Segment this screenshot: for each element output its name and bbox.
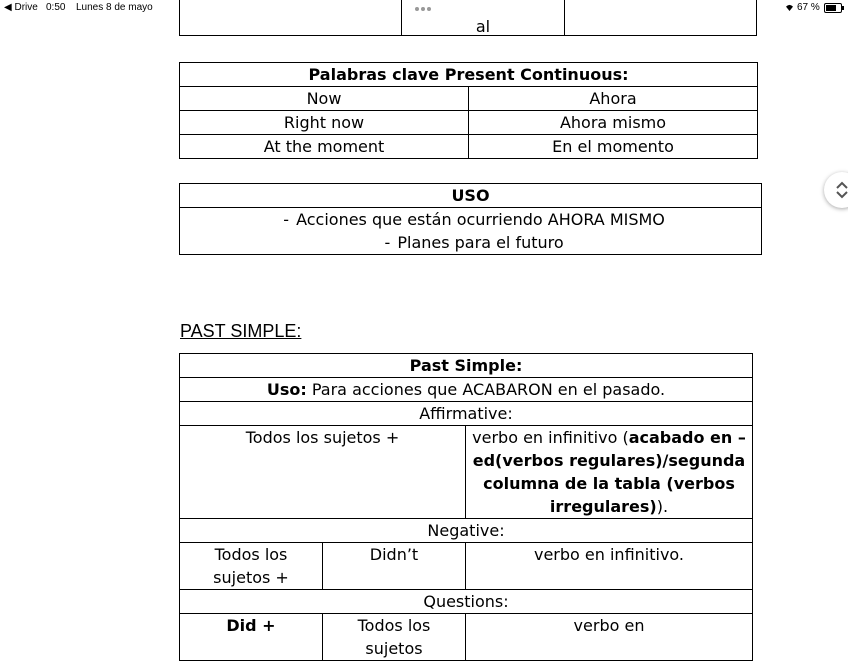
keywords-title: Palabras clave Present Continuous: bbox=[180, 63, 758, 87]
affirmative-label: Affirmative: bbox=[180, 402, 753, 426]
uso-table bbox=[179, 183, 762, 255]
past-simple-table bbox=[179, 353, 753, 661]
questions-label: Questions: bbox=[180, 590, 753, 614]
uso-item: - Planes para el futuro bbox=[384, 233, 564, 252]
aff-verb: verbo en infinitivo (acabado en –ed(verbos regulares)/segunda columna de la tabla (verbos irregulares)). bbox=[466, 426, 753, 519]
keyword-en: Now bbox=[180, 87, 469, 111]
top-partial-table bbox=[179, 0, 757, 36]
q-aux: Did + bbox=[180, 614, 323, 661]
keyword-es: En el momento bbox=[469, 135, 758, 159]
battery-percent: 67 % bbox=[797, 2, 820, 13]
keyword-en: Right now bbox=[180, 111, 469, 135]
past-table-title: Past Simple: bbox=[180, 354, 753, 378]
top-table-cell: al bbox=[402, 0, 565, 36]
chevron-up-down-icon bbox=[833, 181, 848, 199]
neg-aux: Didn’t bbox=[323, 543, 466, 590]
keywords-table bbox=[179, 62, 758, 159]
past-simple-heading: PAST SIMPLE: bbox=[180, 321, 302, 341]
status-time: 0:50 bbox=[46, 2, 66, 13]
neg-verb: verbo en infinitivo. bbox=[466, 543, 753, 590]
uso-title: USO bbox=[180, 184, 762, 208]
battery-icon bbox=[824, 3, 842, 13]
past-uso-row: Uso: Para acciones que ACABARON en el pasado. bbox=[180, 378, 753, 402]
keyword-en: At the moment bbox=[180, 135, 469, 159]
q-subject: Todos los sujetos bbox=[323, 614, 466, 661]
neg-subject: Todos los sujetos + bbox=[180, 543, 323, 590]
uso-item: - Acciones que están ocurriendo AHORA MISMO bbox=[283, 210, 665, 229]
keyword-es: Ahora mismo bbox=[469, 111, 758, 135]
wifi-icon bbox=[785, 4, 794, 11]
negative-label: Negative: bbox=[180, 519, 753, 543]
status-date: Lunes 8 de mayo bbox=[76, 2, 153, 13]
aff-subject: Todos los sujetos + bbox=[180, 426, 466, 519]
keyword-es: Ahora bbox=[469, 87, 758, 111]
scroll-button[interactable] bbox=[824, 172, 848, 208]
q-verb: verbo en bbox=[466, 614, 753, 661]
back-to-drive-link[interactable]: ◀ Drive bbox=[4, 2, 38, 13]
